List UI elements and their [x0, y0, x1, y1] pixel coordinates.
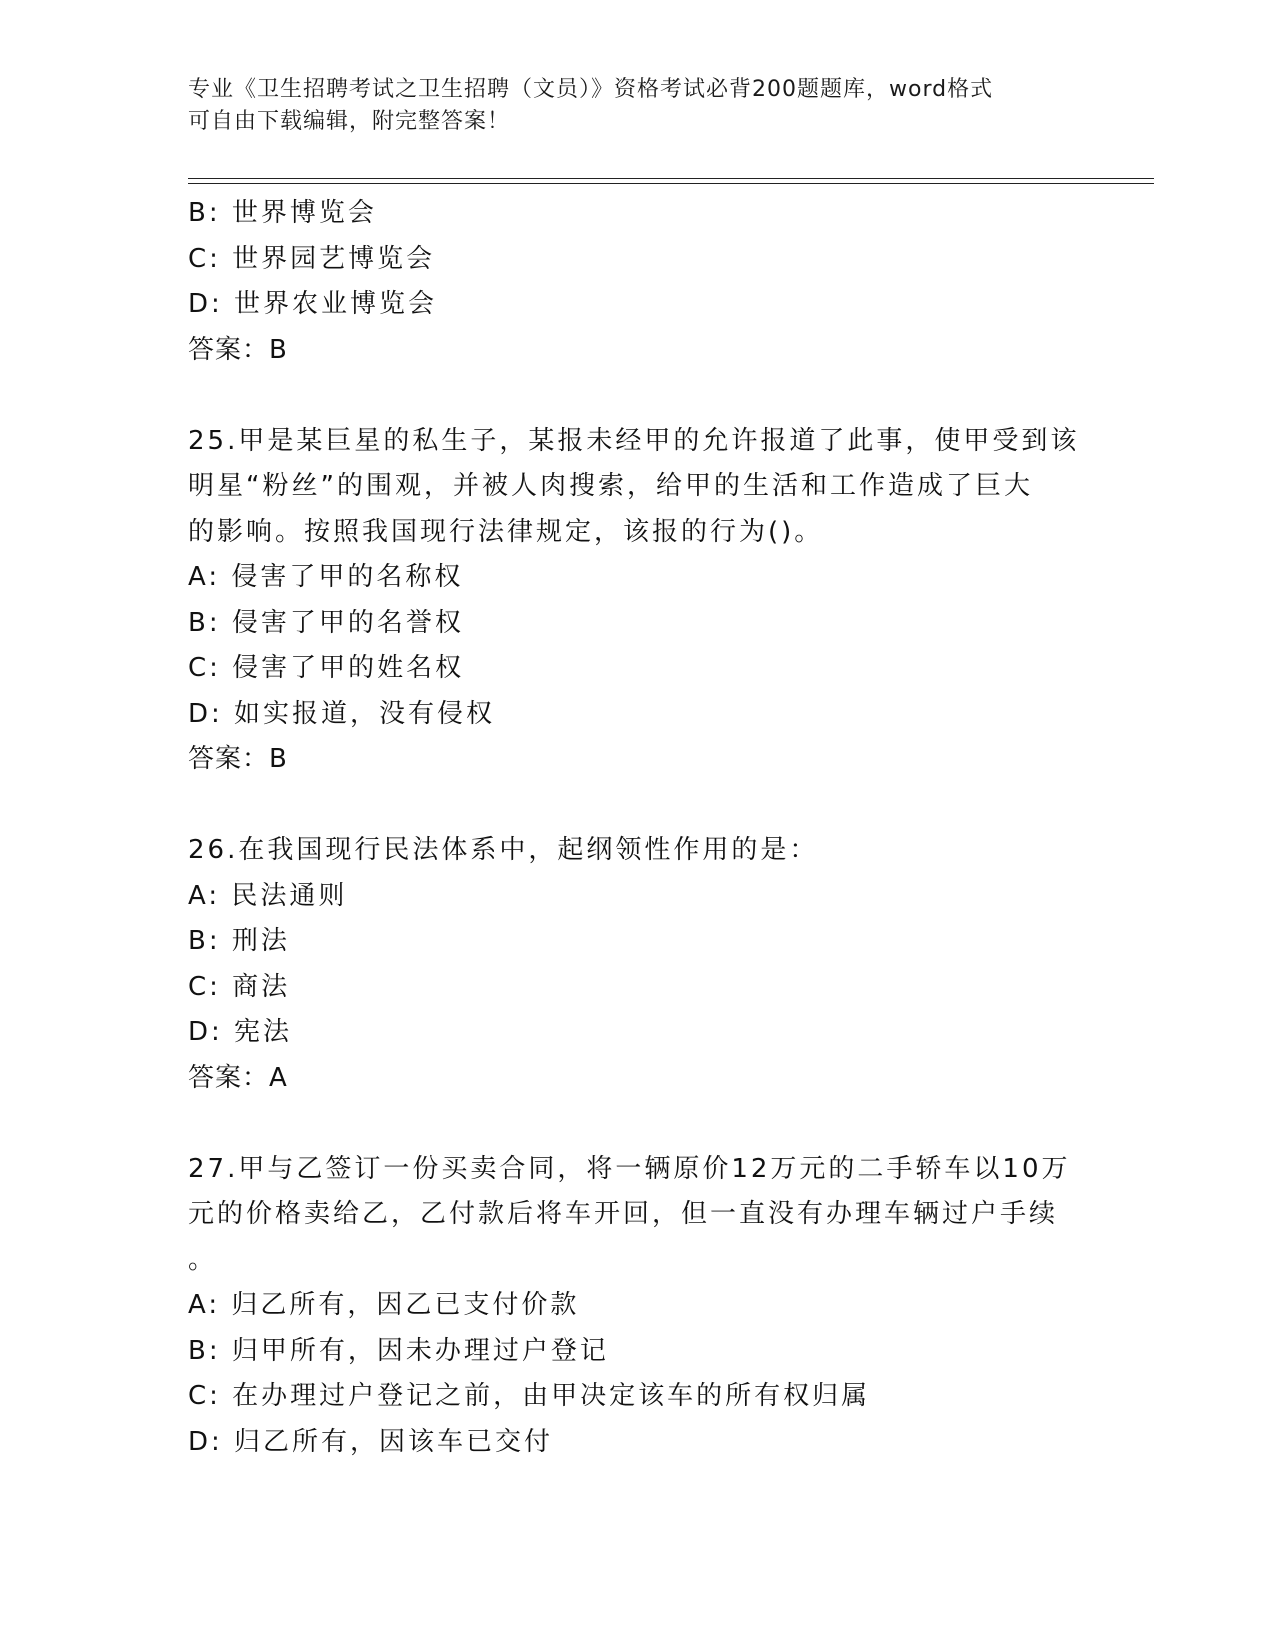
page-header [188, 74, 1068, 138]
option-c: C: 侵害了甲的姓名权 [188, 653, 465, 683]
option-c: C: 世界园艺博览会 [188, 243, 436, 274]
option-a: A: 民法通则 [188, 880, 348, 911]
option-c: C: 商法 [188, 971, 291, 1002]
header-title-line-2: 可自由下载编辑，附完整答案！ [188, 109, 511, 134]
question-25 [188, 419, 1088, 783]
header-divider-bottom [188, 183, 1154, 184]
header-title-line-1: 专业《卫生招聘考试之卫生招聘（文员）》资格考试必背200题题库，word格式 [188, 77, 994, 102]
question-24-tail [188, 191, 1088, 373]
question-stem-line: 25.甲是某巨星的私生子，某报未经甲的允许报道了此事，使甲受到该 [188, 425, 1080, 456]
spacer [188, 783, 1088, 829]
spacer [188, 373, 1088, 419]
question-stem-line: 明星“粉丝”的围观，并被人肉搜索，给甲的生活和工作造成了巨大 [188, 471, 1033, 501]
question-content [188, 191, 1088, 1465]
option-a: A: 侵害了甲的名称权 [188, 562, 464, 592]
option-b: B: 刑法 [188, 926, 290, 956]
option-d: D: 世界农业博览会 [188, 289, 438, 319]
option-a: A: 归乙所有，因乙已支付价款 [188, 1290, 580, 1320]
question-26 [188, 828, 1088, 1101]
option-d: D: 归乙所有，因该车已交付 [188, 1426, 554, 1457]
spacer [188, 1101, 1088, 1147]
answer-text: 答案：B [188, 334, 288, 365]
header-divider-top [188, 178, 1154, 179]
option-b: B: 侵害了甲的名誉权 [188, 607, 464, 638]
question-stem-line: 元的价格卖给乙，乙付款后将车开回，但一直没有办理车辆过户手续 [188, 1199, 1059, 1229]
option-d: D: 宪法 [188, 1017, 293, 1047]
option-b: B: 世界博览会 [188, 198, 377, 228]
question-stem-line: 。 [188, 1244, 218, 1275]
question-stem-line: 27.甲与乙签订一份买卖合同，将一辆原价12万元的二手轿车以10万 [188, 1153, 1071, 1184]
answer-text: 答案：A [188, 1062, 288, 1093]
option-b: B: 归甲所有，因未办理过户登记 [188, 1335, 609, 1366]
question-stem-line: 26.在我国现行民法体系中，起纲领性作用的是： [188, 835, 819, 865]
question-27 [188, 1147, 1088, 1466]
question-stem-line: 的影响。按照我国现行法律规定，该报的行为()。 [188, 516, 824, 547]
option-c: C: 在办理过户登记之前，由甲决定该车的所有权归属 [188, 1381, 871, 1411]
answer-text: 答案：B [188, 744, 288, 774]
option-d: D: 如实报道，没有侵权 [188, 698, 496, 729]
